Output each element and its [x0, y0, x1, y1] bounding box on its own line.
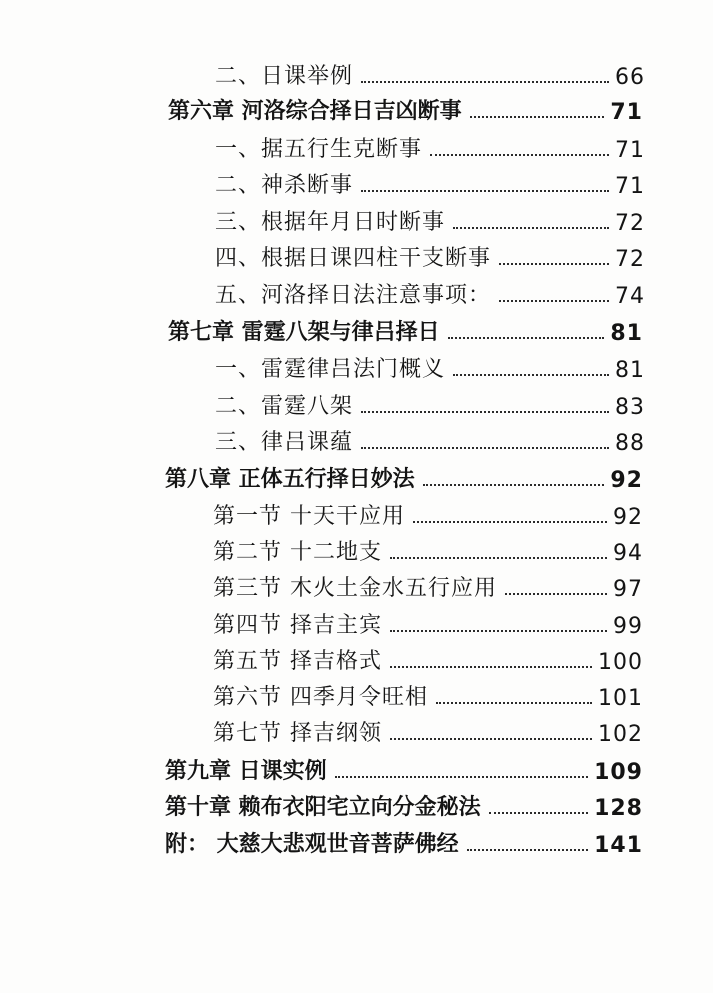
- toc-entry-chapter: [168, 316, 643, 346]
- toc-entry-page: 72: [615, 211, 645, 236]
- toc-entry-section: [215, 60, 645, 90]
- toc-entry-title: 第四节 择吉主宾: [213, 613, 382, 638]
- toc-entry-page: 81: [615, 358, 645, 383]
- dot-leader: [413, 521, 607, 523]
- toc-entry-title: 五、河洛择日法注意事项：: [215, 283, 492, 308]
- dot-leader: [335, 776, 588, 778]
- dot-leader: [499, 300, 609, 302]
- dot-leader: [390, 630, 607, 632]
- toc-entry-page: 141: [594, 833, 643, 858]
- dot-leader: [470, 116, 605, 118]
- dot-leader: [499, 263, 609, 265]
- toc-entry-title: 第九章 日课实例: [165, 759, 327, 784]
- toc-entry-page: 81: [610, 321, 643, 346]
- toc-entry-section: [215, 242, 645, 272]
- toc-entry-chapter: [165, 791, 643, 821]
- dot-leader: [390, 738, 592, 740]
- toc-entry-page: 71: [615, 138, 645, 163]
- toc-entry-page: 72: [615, 247, 645, 272]
- toc-entry-page: 102: [598, 722, 643, 747]
- toc-entry-page: 88: [615, 431, 645, 456]
- toc-entry-section: [215, 353, 645, 383]
- dot-leader: [436, 702, 592, 704]
- toc-entry-title: 二、雷霆八架: [215, 394, 354, 419]
- toc-entry-section: [213, 645, 643, 675]
- toc-entry-section: [215, 390, 645, 420]
- dot-leader: [390, 557, 607, 559]
- toc-entry-title: 三、根据年月日时断事: [215, 210, 446, 235]
- toc-entry-title: 一、据五行生克断事: [215, 137, 423, 162]
- toc-entry-title: 第十章 赖布衣阳宅立向分金秘法: [165, 795, 481, 820]
- toc-entry-title: 第五节 择吉格式: [213, 649, 382, 674]
- dot-leader: [423, 484, 605, 486]
- dot-leader: [448, 337, 605, 339]
- toc-entry-page: 92: [613, 505, 643, 530]
- toc-entry-section: [213, 681, 643, 711]
- toc-entry-section: [213, 717, 643, 747]
- toc-entry-section: [213, 609, 643, 639]
- toc-entry-title: 四、根据日课四柱干支断事: [215, 246, 492, 271]
- toc-entry-page: 128: [594, 796, 643, 821]
- toc-entry-section: [215, 133, 645, 163]
- toc-entry-chapter: [165, 463, 643, 493]
- toc-entry-page: 97: [613, 577, 643, 602]
- toc-entry-chapter: [168, 95, 643, 125]
- dot-leader: [390, 666, 592, 668]
- toc-entry-section: [213, 536, 643, 566]
- dot-leader: [361, 447, 609, 449]
- dot-leader: [489, 812, 588, 814]
- toc-entry-page: 83: [615, 395, 645, 420]
- toc-entry-page: 92: [610, 468, 643, 493]
- toc-entry-title: 第八章 正体五行择日妙法: [165, 467, 415, 492]
- toc-entry-title: 三、律吕课蕴: [215, 430, 354, 455]
- toc-entry-title: 附： 大慈大悲观世音菩萨佛经: [165, 832, 459, 857]
- toc-entry-section: [215, 206, 645, 236]
- toc-entry-title: 第七章 雷霆八架与律吕择日: [168, 320, 440, 345]
- dot-leader: [430, 154, 609, 156]
- toc-entry-section: [215, 169, 645, 199]
- toc-entry-page: 74: [615, 284, 645, 309]
- toc-entry-page: 71: [610, 100, 643, 125]
- dot-leader: [505, 593, 607, 595]
- toc-entry-page: 94: [613, 541, 643, 566]
- toc-entry-title: 二、神杀断事: [215, 173, 354, 198]
- toc-entry-section: [215, 426, 645, 456]
- toc-entry-page: 101: [598, 686, 643, 711]
- toc-entry-page: 99: [613, 614, 643, 639]
- toc-entry-title: 二、日课举例: [215, 64, 354, 89]
- toc-entry-title: 一、雷霆律吕法门概义: [215, 357, 446, 382]
- toc-entry-title: 第七节 择吉纲领: [213, 721, 382, 746]
- dot-leader: [453, 227, 609, 229]
- toc-entry-section: [215, 279, 645, 309]
- toc-entry-page: 71: [615, 174, 645, 199]
- dot-leader: [467, 849, 588, 851]
- dot-leader: [453, 374, 609, 376]
- toc-entry-page: 100: [598, 650, 643, 675]
- toc-entry-section: [213, 572, 643, 602]
- toc-entry-appendix: [165, 828, 643, 858]
- toc-entry-title: 第二节 十二地支: [213, 540, 382, 565]
- toc-entry-title: 第一节 十天干应用: [213, 504, 405, 529]
- toc-entry-page: 109: [594, 760, 643, 785]
- toc-entry-title: 第六节 四季月令旺相: [213, 685, 428, 710]
- toc-entry-chapter: [165, 755, 643, 785]
- toc-entry-page: 66: [615, 65, 645, 90]
- dot-leader: [361, 411, 609, 413]
- toc-entry-title: 第三节 木火土金水五行应用: [213, 576, 497, 601]
- toc-entry-section: [213, 500, 643, 530]
- dot-leader: [361, 81, 609, 83]
- toc-entry-title: 第六章 河洛综合择日吉凶断事: [168, 99, 462, 124]
- dot-leader: [361, 190, 609, 192]
